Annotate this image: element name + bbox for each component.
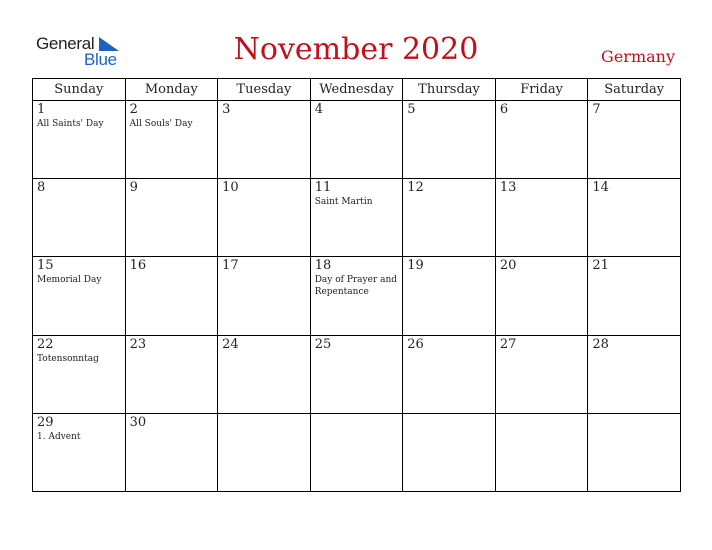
- weekday-header: Saturday: [588, 79, 681, 101]
- day-cell: [218, 257, 311, 335]
- day-cell: [33, 335, 126, 413]
- day-cell: [403, 179, 496, 257]
- day-number: 20: [499, 258, 517, 274]
- day-cell: [218, 101, 311, 179]
- week-row: [33, 179, 681, 257]
- day-number: 26: [407, 336, 424, 352]
- day-number: 8: [37, 180, 46, 196]
- day-cell: [125, 101, 218, 179]
- day-cell: [218, 179, 311, 257]
- weekday-header: Wednesday: [310, 79, 403, 101]
- day-cell: [125, 335, 218, 413]
- day-number: 21: [592, 258, 609, 274]
- weekday-header: Sunday: [33, 79, 126, 101]
- holiday-label: Day of Prayer and Repentance: [314, 275, 398, 298]
- empty-day-cell: [218, 413, 311, 491]
- weekday-header-row: [33, 79, 681, 101]
- weekday-header: Friday: [495, 79, 588, 101]
- day-cell: [310, 179, 403, 257]
- day-number: 9: [129, 180, 138, 196]
- weekday-header: Monday: [125, 79, 218, 101]
- holiday-label: All Saints' Day: [37, 119, 104, 129]
- day-cell: [125, 179, 218, 257]
- day-cell: [310, 335, 403, 413]
- day-number: 29: [37, 414, 54, 430]
- day-number: 15: [37, 258, 54, 274]
- day-cell: [310, 101, 403, 179]
- day-cell: [403, 335, 496, 413]
- day-number: 14: [592, 180, 609, 196]
- empty-day-cell: [588, 413, 681, 491]
- day-number: 17: [222, 258, 239, 274]
- day-cell: [588, 257, 681, 335]
- day-number: 13: [499, 180, 517, 196]
- empty-day-cell: [310, 413, 403, 491]
- day-cell: [403, 257, 496, 335]
- day-cell: [588, 179, 681, 257]
- week-row: [33, 101, 681, 179]
- empty-day-cell: [495, 413, 588, 491]
- day-number: 2: [129, 102, 138, 117]
- day-number: 30: [129, 414, 147, 430]
- day-cell: [495, 101, 588, 179]
- day-number: 19: [407, 258, 424, 274]
- day-cell: [125, 413, 218, 491]
- day-number: 16: [129, 258, 147, 274]
- day-number: 6: [499, 102, 509, 117]
- day-number: 5: [407, 102, 416, 117]
- day-number: 7: [592, 102, 601, 117]
- week-row: [33, 413, 681, 491]
- day-number: 18: [314, 258, 332, 274]
- day-cell: [33, 101, 126, 179]
- holiday-label: 1. Advent: [37, 431, 81, 442]
- country-label: Germany: [601, 47, 675, 66]
- day-cell: [588, 101, 681, 179]
- holiday-label: Saint Martin: [314, 197, 373, 208]
- logo-text-blue: Blue: [84, 50, 117, 69]
- holiday-label: All Souls' Day: [129, 119, 193, 129]
- day-cell: [403, 101, 496, 179]
- page-title: November 2020: [233, 32, 479, 67]
- day-number: 10: [222, 180, 239, 196]
- day-number: 4: [314, 102, 323, 117]
- day-number: 12: [407, 180, 424, 196]
- day-number: 25: [314, 336, 332, 352]
- weekday-header: Thursday: [403, 79, 496, 101]
- day-cell: [495, 335, 588, 413]
- logo-text-general: General: [36, 34, 95, 53]
- empty-day-cell: [403, 413, 496, 491]
- day-cell: [310, 257, 403, 335]
- day-number: 22: [37, 336, 54, 352]
- day-cell: [125, 257, 218, 335]
- day-number: 1: [37, 102, 46, 117]
- holiday-label: Totensonntag: [37, 353, 99, 364]
- calendar-grid: [32, 78, 681, 492]
- day-cell: [218, 335, 311, 413]
- day-cell: [33, 257, 126, 335]
- day-number: 27: [499, 336, 517, 352]
- day-cell: [33, 179, 126, 257]
- weekday-header: Tuesday: [218, 79, 311, 101]
- week-row: [33, 257, 681, 335]
- day-cell: [495, 179, 588, 257]
- day-cell: [33, 413, 126, 491]
- day-cell: [495, 257, 588, 335]
- day-cell: [588, 335, 681, 413]
- week-row: [33, 335, 681, 413]
- day-number: 3: [222, 102, 231, 117]
- day-number: 11: [314, 180, 332, 196]
- holiday-label: Memorial Day: [37, 275, 102, 286]
- day-number: 28: [592, 336, 609, 352]
- day-number: 24: [222, 336, 239, 352]
- day-number: 23: [129, 336, 147, 352]
